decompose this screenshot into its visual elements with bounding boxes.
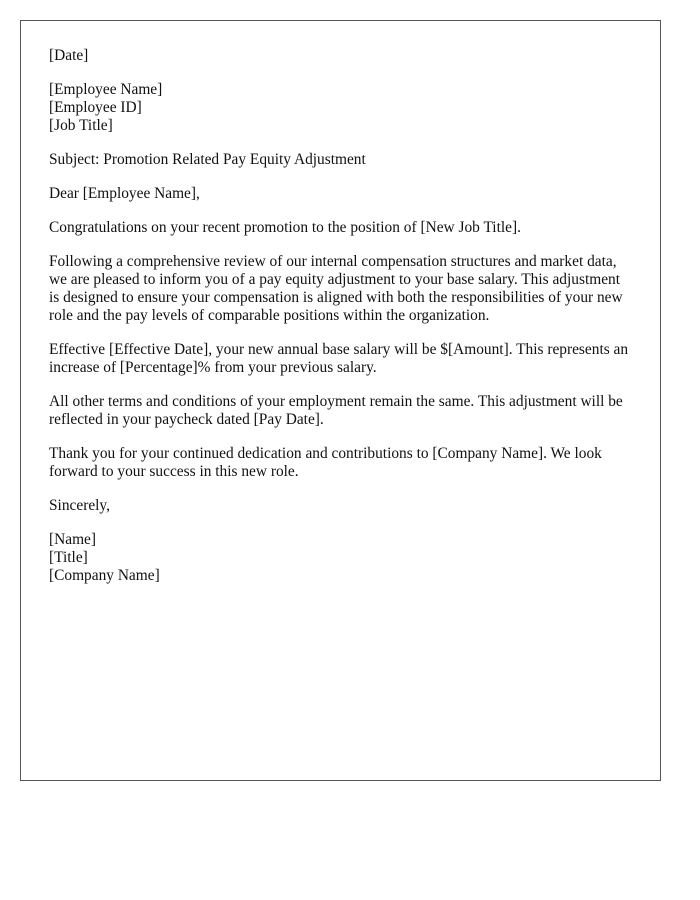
letter-closing: Sincerely, [49, 497, 110, 514]
recipient-block [49, 81, 632, 135]
letter-subject: Subject: Promotion Related Pay Equity Adjustment [49, 151, 366, 168]
signature-block [49, 531, 632, 585]
paragraph-review: Following a comprehensive review of our internal compensation structures and market data, we are pleased to inform you of a pay equity adjustment to your base salary. This adjustment is designed to ensure your compensation is aligned with both the responsibilities of your new role and the pay levels of comparable positions within the organization. [49, 253, 623, 324]
paragraph-salary: Effective [Effective Date], your new annual base salary will be $[Amount]. This represents an increase of [Percentage]% from your previous salary. [49, 341, 629, 376]
paragraph-terms: All other terms and conditions of your employment remain the same. This adjustment will be reflected in your paycheck dated [Pay Date]. [49, 393, 623, 428]
recipient-job-title: [Job Title] [49, 117, 113, 134]
signature-name: [Name] [49, 531, 96, 548]
letter-page [20, 20, 661, 781]
letter-salutation: Dear [Employee Name], [49, 185, 200, 202]
letter-date: [Date] [49, 47, 89, 64]
recipient-name: [Employee Name] [49, 81, 163, 98]
paragraph-thanks: Thank you for your continued dedication and contributions to [Company Name]. We look forward to your success in this new role. [49, 445, 602, 480]
signature-title: [Title] [49, 549, 88, 566]
recipient-id: [Employee ID] [49, 99, 142, 116]
signature-company: [Company Name] [49, 567, 160, 584]
paragraph-congratulations: Congratulations on your recent promotion to the position of [New Job Title]. [49, 219, 521, 236]
